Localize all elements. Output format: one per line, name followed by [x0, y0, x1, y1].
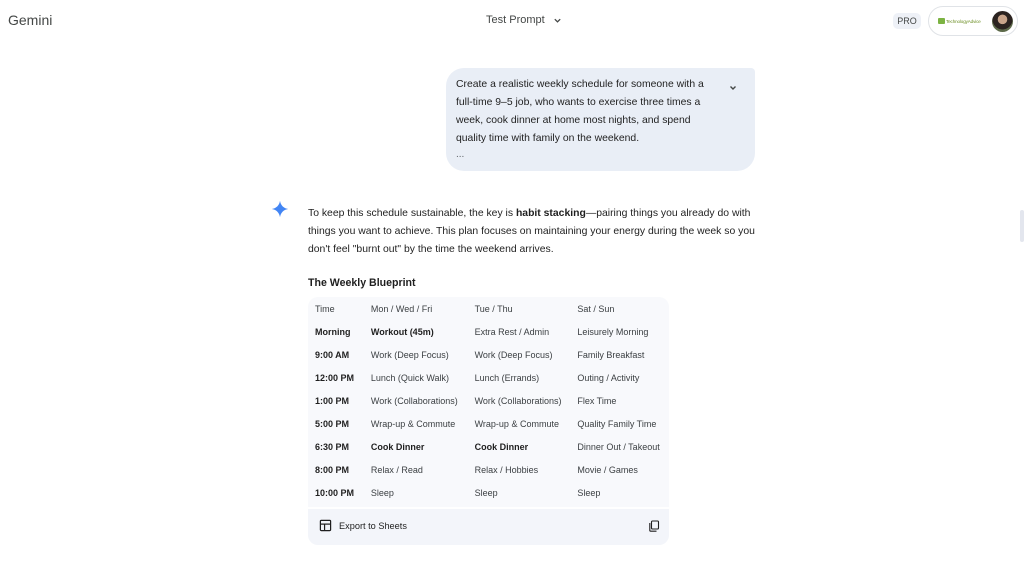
time-cell: 8:00 PM — [315, 464, 350, 475]
schedule-table — [315, 297, 669, 504]
scrollbar[interactable] — [1020, 210, 1024, 242]
table-cell: Workout (45m) — [370, 326, 434, 337]
table-cell: Leisurely Morning — [577, 326, 649, 337]
org-logo — [938, 18, 981, 24]
table-grid-icon — [319, 519, 332, 532]
table-cell: Relax / Read — [370, 464, 423, 475]
intro-text-start: To keep this schedule sustainable, the key is — [308, 208, 516, 219]
time-cell: 1:00 PM — [315, 395, 350, 406]
pro-badge[interactable]: PRO — [893, 13, 921, 29]
export-to-sheets-button[interactable] — [319, 519, 407, 532]
table-cell: Lunch (Errands) — [474, 372, 540, 383]
chevron-down-icon — [553, 16, 562, 25]
chevron-down-icon[interactable] — [727, 82, 739, 94]
intro-bold-term: habit stacking — [515, 208, 586, 219]
top-bar — [0, 0, 1024, 42]
copy-icon[interactable] — [648, 520, 660, 532]
intro-text-end: —pairing things you already do with things you want to achieve. This plan focuses on maintaining your energy during the week so you don't feel "burnt out" by the time the weekend arrives. — [308, 208, 755, 255]
export-label: Export to Sheets — [339, 520, 407, 531]
table-cell: Family Breakfast — [577, 349, 645, 360]
table-cell: Sleep — [577, 487, 601, 498]
table-cell: Movie / Games — [577, 464, 638, 475]
table-cell: Outing / Activity — [577, 372, 640, 383]
table-cell: Relax / Hobbies — [474, 464, 539, 475]
table-cell: Work (Deep Focus) — [474, 349, 553, 360]
gemini-sparkle-icon — [271, 200, 289, 218]
table-cell: Sleep — [474, 487, 498, 498]
org-logo-text: TechnologyAdvice — [946, 18, 981, 24]
model-picker[interactable] — [486, 14, 562, 26]
table-cell: Extra Rest / Admin — [474, 326, 550, 337]
time-cell: 9:00 AM — [315, 349, 350, 360]
model-picker-label: Test Prompt — [486, 14, 545, 26]
table-cell: Cook Dinner — [370, 441, 425, 452]
table-footer — [308, 507, 669, 545]
schedule-table-card — [308, 297, 669, 545]
table-cell: Cook Dinner — [474, 441, 529, 452]
column-header: Mon / Wed / Fri — [370, 303, 433, 314]
time-cell: 12:00 PM — [315, 372, 355, 383]
time-cell: 10:00 PM — [315, 487, 355, 498]
column-header: Sat / Sun — [577, 303, 615, 314]
table-cell: Work (Deep Focus) — [370, 349, 449, 360]
table-cell: Lunch (Quick Walk) — [370, 372, 450, 383]
prompt-truncation: ... — [456, 149, 465, 160]
time-cell: 5:00 PM — [315, 418, 350, 429]
section-title: The Weekly Blueprint — [308, 277, 416, 289]
app-title[interactable]: Gemini — [8, 12, 53, 28]
table-cell: Dinner Out / Takeout — [577, 441, 660, 452]
table-cell: Wrap-up & Commute — [474, 418, 559, 429]
table-cell: Quality Family Time — [577, 418, 657, 429]
table-row — [315, 481, 669, 504]
table-cell: Work (Collaborations) — [370, 395, 458, 406]
time-cell: 6:30 PM — [315, 441, 350, 452]
table-header-row — [315, 297, 669, 320]
table-row — [315, 435, 669, 458]
column-header: Tue / Thu — [474, 303, 513, 314]
org-logo-icon — [938, 18, 945, 24]
response-intro — [308, 205, 758, 259]
table-row — [315, 366, 669, 389]
table-row — [315, 412, 669, 435]
table-cell: Sleep — [370, 487, 394, 498]
table-cell: Wrap-up & Commute — [370, 418, 456, 429]
table-row — [315, 343, 669, 366]
account-switcher[interactable] — [928, 6, 1018, 36]
time-cell: Morning — [315, 326, 351, 337]
table-row — [315, 320, 669, 343]
user-avatar[interactable] — [992, 11, 1013, 32]
user-prompt-bubble — [446, 68, 755, 171]
table-cell: Flex Time — [577, 395, 617, 406]
table-row — [315, 389, 669, 412]
table-row — [315, 458, 669, 481]
table-cell: Work (Collaborations) — [474, 395, 562, 406]
column-header: Time — [315, 303, 335, 314]
user-prompt-text: Create a realistic weekly schedule for someone with a full-time 9–5 job, who wants to exercise three times a week, cook dinner at home most nights, and spend quality time with family on the weekend. — [456, 79, 704, 144]
